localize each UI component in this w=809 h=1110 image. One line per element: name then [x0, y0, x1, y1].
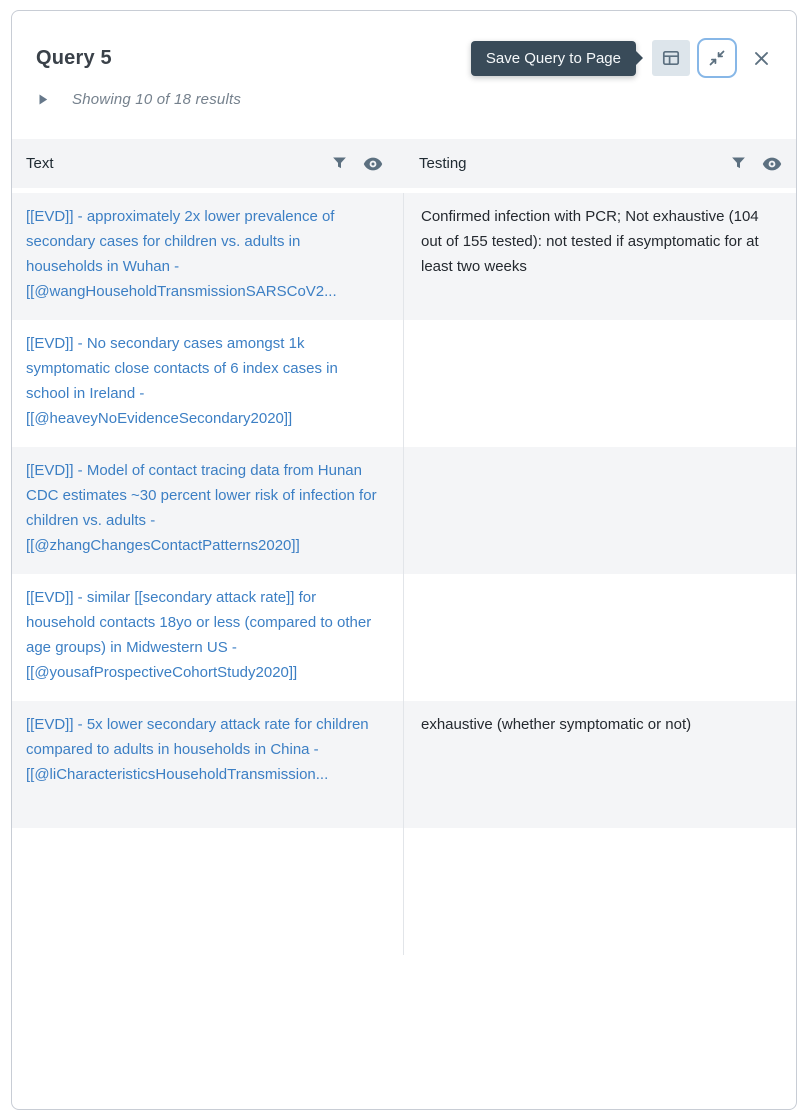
minimize-query-button[interactable]	[697, 38, 737, 78]
table-body	[12, 193, 796, 955]
query-panel	[11, 10, 797, 1110]
text-cell	[12, 193, 403, 320]
table-row	[12, 828, 796, 955]
save-query-tooltip	[471, 41, 636, 76]
column-header-text	[12, 139, 403, 188]
column-header-testing	[403, 139, 796, 188]
testing-cell[interactable]	[403, 574, 796, 701]
text-cell	[12, 320, 403, 447]
column-label: Text	[26, 155, 54, 172]
save-query-to-page-button[interactable]	[652, 40, 690, 76]
column-label: Testing	[419, 155, 467, 172]
table-icon	[661, 48, 681, 68]
query-results-table	[12, 139, 796, 955]
table-header-row	[12, 139, 796, 193]
results-summary-text: Showing 10 of 18 results	[72, 90, 242, 108]
block-link[interactable]: [[EVD]] - Model of contact tracing data from Hunan CDC estimates ~30 percent lower risk of infection for children vs. adults - [[@zhangChangesContactPatterns2020]]	[26, 462, 377, 554]
block-link[interactable]: [[EVD]] - approximately 2x lower prevalence of secondary cases for children vs. adults in households in Wuhan - [[@wangHouseholdTransmissionSARSCoV2...	[26, 208, 337, 300]
caret-right-icon[interactable]	[39, 94, 48, 105]
title-row	[36, 37, 776, 79]
text-cell	[12, 574, 403, 701]
results-summary-row	[36, 87, 776, 111]
text-cell	[12, 828, 403, 955]
query-panel-header	[12, 11, 796, 111]
save-query-tooltip-label: Save Query to Page	[485, 49, 621, 67]
eye-icon[interactable]	[762, 157, 782, 171]
block-link[interactable]: [[EVD]] - similar [[secondary attack rate]] for household contacts 18yo or less (compared to other age groups) in Midwestern US - [[@yousafProspectiveCohortStudy2020]]	[26, 589, 372, 681]
filter-icon[interactable]	[332, 156, 347, 171]
page-title: Query 5	[36, 46, 112, 69]
block-link[interactable]: [[EVD]] - 5x lower secondary attack rate for children compared to adults in households in China - [[@liCharacteristicsHouseholdTransmission...	[26, 716, 369, 783]
table-row	[12, 193, 796, 320]
testing-cell[interactable]: Confirmed infection with PCR; Not exhaustive (104 out of 155 tested): not tested if asymptomatic for at least two weeks	[403, 193, 796, 320]
testing-cell[interactable]: exhaustive (whether symptomatic or not)	[403, 701, 796, 828]
testing-cell[interactable]	[403, 320, 796, 447]
table-row	[12, 320, 796, 447]
close-query-button[interactable]	[746, 40, 776, 76]
table-row	[12, 447, 796, 574]
table-row	[12, 701, 796, 828]
testing-cell[interactable]	[403, 828, 796, 955]
close-icon	[753, 50, 770, 67]
text-cell	[12, 701, 403, 828]
block-link[interactable]: [[EVD]] - No secondary cases amongst 1k symptomatic close contacts of 6 index cases in school in Ireland - [[@heaveyNoEvidenceSecondary2020]]	[26, 335, 338, 427]
eye-icon[interactable]	[363, 157, 383, 171]
table-row	[12, 574, 796, 701]
testing-cell[interactable]	[403, 447, 796, 574]
text-cell	[12, 447, 403, 574]
minimize-icon	[708, 49, 726, 67]
filter-icon[interactable]	[731, 156, 746, 171]
